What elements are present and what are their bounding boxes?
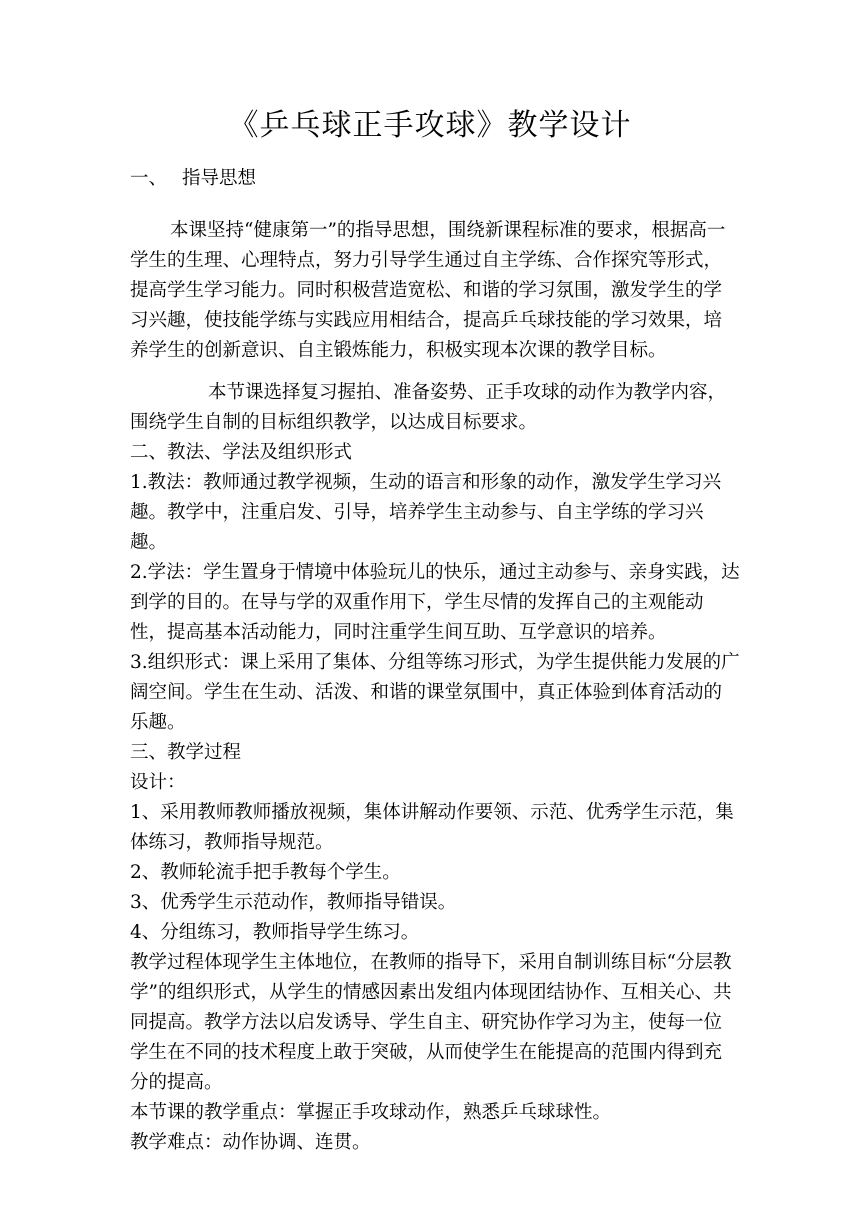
section-1-number: 一、 [130,168,168,189]
process-step-3: 3、优秀学生示范动作，教师指导错误。 [130,892,457,913]
section-2-heading: 二、教法、学法及组织形式 [130,442,353,463]
learning-method-item: 2.学法：学生置身于情境中体验玩儿的快乐，通过主动参与、亲身实践，达到学的目的。在导与学的双重作用下，学生尽情的发挥自己的主观能动性，提高基本活动能力，同时注重学生间互助、互学意识的培养。 [130,562,740,643]
section-1-title: 指导思想 [182,168,257,189]
process-summary: 教学过程体现学生主体地位，在教师的指导下，采用自制训练目标“分层教学”的组织形式，从学生的情感因素出发组内体现团结协作、互相关心、共同提高。教学方法以启发诱导、学生自主、研究协作学习为主，使每一位学生在不同的技术程度上敢于突破，从而使学生在能提高的范围内得到充分的提高。 [130,952,732,1093]
document-body [130,164,740,1158]
section-1-heading [130,164,740,194]
section-3-heading: 三、教学过程 [130,742,242,763]
key-point: 本节课的教学重点：掌握正手攻球动作，熟悉乒乓球球性。 [130,1102,612,1123]
difficulty-point: 教学难点：动作协调、连贯。 [130,1132,371,1153]
teaching-method-item: 1.教法：教师通过教学视频，生动的语言和形象的动作，激发学生学习兴趣。教学中，注重启发、引导，培养学生主动参与、自主学练的学习兴趣。 [130,472,722,553]
spacer [130,366,740,378]
organization-item: 3.组织形式：课上采用了集体、分组等练习形式，为学生提供能力发展的广阔空间。学生在生动、活泼、和谐的课堂氛围中，真正体验到体育活动的乐趣。 [130,652,740,733]
process-step-4: 4、分组练习，教师指导学生练习。 [130,922,420,943]
guiding-idea-paragraph: 本课坚持“健康第一”的指导思想，围绕新课程标准的要求，根据高一学生的生理、心理特点，努力引导学生通过自主学练、合作探究等形式，提高学生学习能力。同时积极营造宽松、和谐的学习氛围，激发学生的学习兴趣，使技能学练与实践应用相结合，提高乒乓球技能的学习效果，培养学生的创新意识、自主锻炼能力，积极实现本次课的教学目标。 [130,220,726,361]
document-title: 《乒乓球正手攻球》教学设计 [228,108,632,143]
process-step-2: 2、教师轮流手把手教每个学生。 [130,862,401,883]
content-paragraph: 本节课选择复习握拍、准备姿势、正手攻球的动作为教学内容，围绕学生自制的目标组织教学，以达成目标要求。 [130,382,727,433]
spacer [130,194,740,216]
design-label: 设计： [130,772,186,793]
process-step-1: 1、采用教师教师播放视频，集体讲解动作要领、示范、优秀学生示范，集体练习，教师指导规范。 [130,802,734,853]
